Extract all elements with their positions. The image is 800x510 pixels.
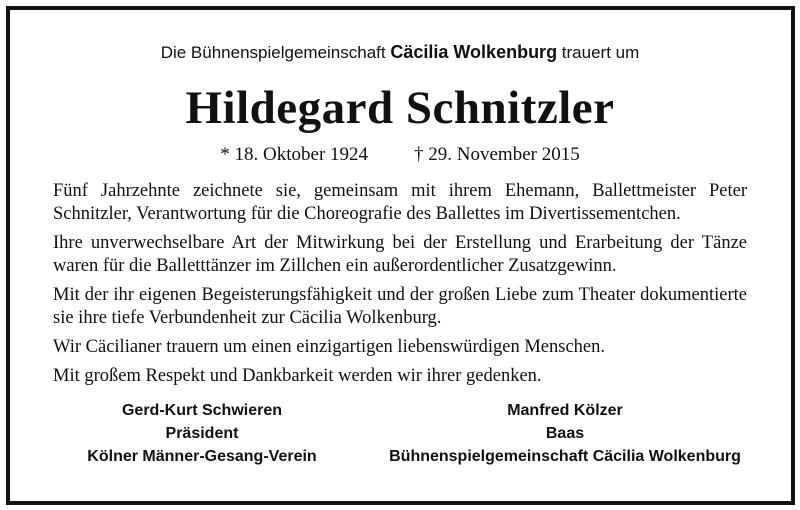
paragraph: Fünf Jahrzehnte zeichnete sie, gemeinsam mit ihrem Ehemann, Ballettmeister Peter Schnitzler, Verantwortung für die Choreografie des Ballettes im Divertissementchen.	[53, 181, 747, 224]
birth-date: * 18. Oktober 1924	[220, 144, 369, 165]
intro-prefix: Die Bühnenspielgemeinschaft	[160, 43, 386, 62]
signature-block-right	[372, 399, 758, 468]
signatory-organization: Bühnenspielgemeinschaft Cäcilia Wolkenburg	[389, 448, 741, 465]
signatory-role: Baas	[545, 425, 585, 442]
intro-suffix: trauert um	[561, 43, 640, 62]
signatory-role: Präsident	[165, 425, 239, 442]
signatory-name: Gerd-Kurt Schwieren	[121, 402, 283, 419]
signatory-organization: Kölner Männer-Gesang-Verein	[87, 448, 317, 465]
intro-line	[0, 42, 800, 63]
paragraph: Ihre unverwechselbare Art der Mitwirkung bei der Erstellung und Erarbeitung der Tänze waren für die Balletttänzer im Zillchen ein außerordentlicher Zusatzgewinn.	[53, 233, 747, 276]
signature-block-left	[62, 399, 342, 468]
deceased-name: Hildegard Schnitzler	[185, 82, 615, 134]
notice-body	[53, 180, 747, 394]
death-date: † 29. November 2015	[414, 144, 580, 165]
paragraph: Mit der ihr eigenen Begeisterungsfähigkeit und der großen Liebe zum Theater dokumentierte sie ihre tiefe Verbundenheit zur Cäcilia Wolkenburg.	[53, 285, 747, 328]
life-dates	[0, 144, 800, 166]
paragraph: Wir Cäcilianer trauern um einen einzigartigen liebenswürdigen Menschen.	[53, 337, 605, 357]
signatory-name: Manfred Kölzer	[507, 402, 623, 419]
organization-name: Cäcilia Wolkenburg	[390, 42, 558, 62]
paragraph: Mit großem Respekt und Dankbarkeit werden wir ihrer gedenken.	[53, 366, 542, 386]
